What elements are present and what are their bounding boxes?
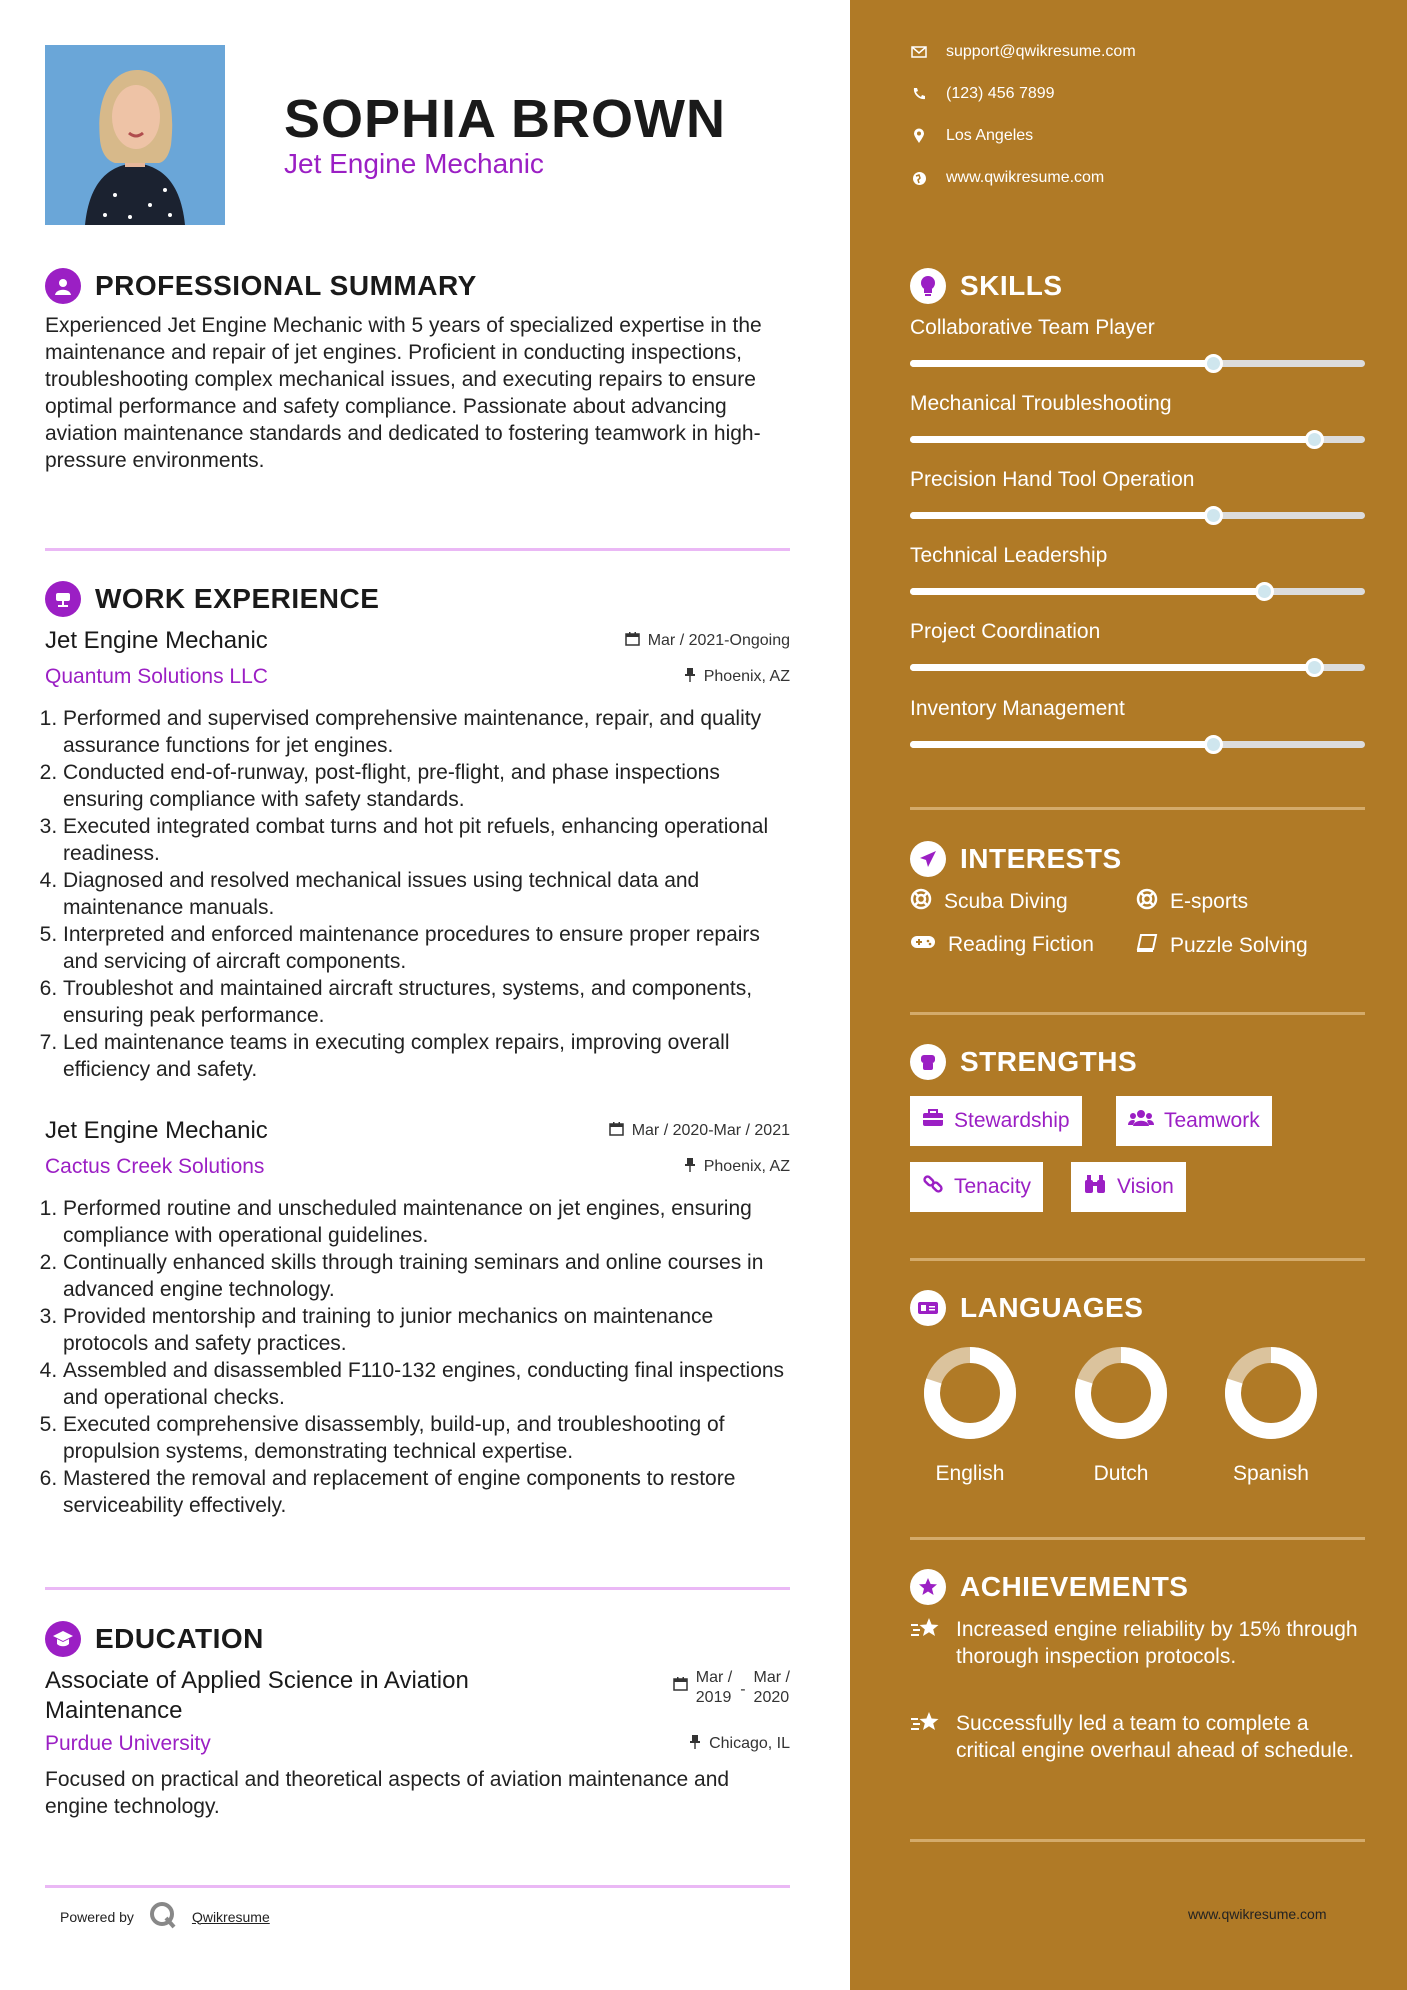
contact-phone bbox=[910, 85, 1055, 103]
globe-icon bbox=[910, 171, 928, 186]
education-location bbox=[689, 1734, 790, 1754]
interest-label: Puzzle Solving bbox=[1170, 934, 1308, 957]
duty-item: 2. Conducted end-of-runway, post-flight, pre-flight, and phase inspections ensuring compliance with safety standards. bbox=[63, 759, 790, 813]
duty-item: 4. Diagnosed and resolved mechanical issues using technical data and maintenance manuals. bbox=[63, 867, 790, 921]
sidebar-divider bbox=[910, 1012, 1365, 1015]
map-marker-icon bbox=[910, 128, 928, 144]
section-divider bbox=[45, 1587, 790, 1590]
job-company: Cactus Creek Solutions bbox=[45, 1155, 265, 1178]
languages-header bbox=[910, 1288, 1365, 1328]
envelope-icon bbox=[910, 46, 928, 58]
job-location bbox=[684, 1157, 790, 1177]
job-dates bbox=[609, 1121, 790, 1141]
link-icon bbox=[922, 1173, 944, 1201]
summary-text: Experienced Jet Engine Mechanic with 5 years of specialized expertise in the maintenance and repair of jet engines. Proficient in conducting inspections, troubleshooting complex mechanical issues, and executing repairs to ensure optimal performance and safety compliance. Passionate about advancing aviation maintenance standards and dedicated to fostering teamwork in high-pressure environments. bbox=[45, 314, 762, 472]
achievement-text: Increased engine reliability by 15% through thorough inspection protocols. bbox=[956, 1618, 1358, 1668]
skill-level-bar bbox=[910, 741, 1365, 748]
achievement-item bbox=[910, 1710, 1365, 1764]
contact-location bbox=[910, 127, 1033, 145]
education-location-text: Chicago, IL bbox=[709, 1735, 790, 1752]
skill-name: Inventory Management bbox=[910, 697, 1125, 720]
language-item bbox=[1211, 1343, 1331, 1486]
summary-heading: PROFESSIONAL SUMMARY bbox=[95, 270, 477, 301]
end-year: 2020 bbox=[753, 1689, 790, 1706]
strength-chip bbox=[1116, 1096, 1272, 1146]
skill-name: Technical Leadership bbox=[910, 544, 1108, 567]
duty-item: 7. Led maintenance teams in executing complex repairs, improving overall efficiency and safety. bbox=[63, 1029, 790, 1083]
language-level-ring bbox=[1221, 1343, 1321, 1443]
email-text: support@qwikresume.com bbox=[946, 43, 1136, 60]
book-icon bbox=[1136, 933, 1158, 959]
job-dates-text: Mar / 2021-Ongoing bbox=[647, 632, 790, 649]
duty-item: 6. Troubleshot and maintained aircraft structures, systems, and components, ensuring peak performance. bbox=[63, 975, 790, 1029]
skill-level-bar bbox=[910, 664, 1365, 671]
language-level-ring bbox=[1071, 1343, 1171, 1443]
calendar-icon bbox=[673, 1676, 688, 1697]
star-icon bbox=[910, 1616, 942, 1670]
skill-level-fill bbox=[910, 664, 1314, 671]
calendar-icon bbox=[625, 631, 640, 651]
achievements-section bbox=[910, 1567, 1365, 1607]
interests-header bbox=[910, 839, 1365, 879]
job-company: Quantum Solutions LLC bbox=[45, 665, 268, 688]
school-name: Purdue University bbox=[45, 1732, 211, 1755]
pin-icon bbox=[684, 667, 696, 687]
language-item bbox=[910, 1343, 1030, 1486]
job-entry bbox=[45, 627, 790, 1083]
skill-item bbox=[910, 468, 1365, 519]
pin-icon bbox=[684, 1157, 696, 1177]
skill-item bbox=[910, 544, 1365, 595]
skill-level-knob bbox=[1255, 582, 1274, 601]
skill-name: Collaborative Team Player bbox=[910, 316, 1155, 339]
skill-level-bar bbox=[910, 436, 1365, 443]
phone-text: (123) 456 7899 bbox=[946, 85, 1055, 102]
experience-section bbox=[45, 579, 790, 619]
lightbulb-icon bbox=[910, 268, 946, 304]
language-label: Spanish bbox=[1233, 1462, 1309, 1485]
degree bbox=[45, 1666, 469, 1726]
skill-item bbox=[910, 697, 1365, 748]
strength-label: Teamwork bbox=[1164, 1109, 1260, 1132]
duty-item: 5. Interpreted and enforced maintenance procedures to ensure proper repairs and servicing of aircraft components. bbox=[63, 921, 790, 975]
user-icon bbox=[45, 268, 81, 304]
footer-website[interactable]: www.qwikresume.com bbox=[1188, 1906, 1327, 1922]
strengths-header bbox=[910, 1042, 1365, 1082]
job-duties bbox=[45, 1195, 790, 1519]
pin-icon bbox=[689, 1734, 701, 1754]
skills-heading: SKILLS bbox=[960, 270, 1063, 301]
job-location-text: Phoenix, AZ bbox=[703, 1158, 790, 1175]
job-entry bbox=[45, 1117, 790, 1519]
duty-item: 3. Provided mentorship and training to junior mechanics on maintenance protocols and safety practices. bbox=[63, 1303, 790, 1357]
briefcase-icon bbox=[922, 1109, 944, 1133]
achievements-header bbox=[910, 1567, 1365, 1607]
duty-item: 2. Continually enhanced skills through training seminars and online courses in advanced engine technology. bbox=[63, 1249, 790, 1303]
job-duties bbox=[45, 705, 790, 1083]
strength-chip bbox=[910, 1096, 1082, 1146]
section-divider bbox=[45, 1885, 790, 1888]
languages-section bbox=[910, 1288, 1365, 1328]
star-icon bbox=[910, 1569, 946, 1605]
start-year: 2019 bbox=[695, 1689, 732, 1706]
candidate-name: SOPHIA BROWN bbox=[284, 89, 726, 149]
language-item bbox=[1061, 1343, 1181, 1486]
achievement-text: Successfully led a team to complete a critical engine overhaul ahead of schedule. bbox=[956, 1712, 1355, 1762]
strength-chip bbox=[910, 1162, 1043, 1212]
skill-item bbox=[910, 392, 1365, 443]
degree-line: Associate of Applied Science in Aviation bbox=[45, 1667, 469, 1694]
skill-item bbox=[910, 620, 1365, 671]
skill-level-fill bbox=[910, 360, 1213, 367]
date-dash: - bbox=[740, 1681, 746, 1698]
paper-plane-icon bbox=[910, 841, 946, 877]
degree-line: Maintenance bbox=[45, 1697, 183, 1724]
experience-heading: WORK EXPERIENCE bbox=[95, 583, 380, 614]
graduation-cap-icon bbox=[45, 1621, 81, 1657]
skill-level-fill bbox=[910, 588, 1264, 595]
job-dates bbox=[625, 631, 790, 651]
profile-photo bbox=[45, 45, 225, 225]
footer-branding bbox=[60, 1900, 270, 1933]
education-header bbox=[45, 1619, 790, 1659]
lifebuoy-icon bbox=[1136, 888, 1158, 916]
education-description: Focused on practical and theoretical aspects of aviation maintenance and engine technology. bbox=[45, 1768, 730, 1818]
strengths-heading: STRENGTHS bbox=[960, 1046, 1138, 1077]
strength-label: Vision bbox=[1117, 1175, 1174, 1198]
interest-item bbox=[910, 888, 1068, 916]
language-label: Dutch bbox=[1093, 1462, 1149, 1485]
job-location-text: Phoenix, AZ bbox=[703, 668, 790, 685]
job-role: Jet Engine Mechanic bbox=[45, 627, 268, 654]
achievement-item bbox=[910, 1616, 1365, 1670]
skill-level-fill bbox=[910, 436, 1314, 443]
skill-name: Mechanical Troubleshooting bbox=[910, 392, 1172, 415]
gamepad-icon bbox=[910, 933, 936, 957]
strength-label: Stewardship bbox=[954, 1109, 1070, 1132]
skill-name: Project Coordination bbox=[910, 620, 1101, 643]
fist-icon bbox=[910, 1044, 946, 1080]
qwikresume-logo-icon bbox=[148, 1900, 178, 1933]
skill-level-fill bbox=[910, 512, 1213, 519]
languages-heading: LANGUAGES bbox=[960, 1292, 1144, 1323]
skill-level-fill bbox=[910, 741, 1213, 748]
lifebuoy-icon bbox=[910, 888, 932, 916]
skill-item bbox=[910, 316, 1365, 367]
website-text[interactable]: www.qwikresume.com bbox=[946, 169, 1105, 186]
translate-icon bbox=[910, 1290, 946, 1326]
language-label: English bbox=[935, 1462, 1005, 1485]
sidebar-divider bbox=[910, 1537, 1365, 1540]
strengths-section bbox=[910, 1042, 1365, 1082]
interests-heading: INTERESTS bbox=[960, 843, 1122, 874]
skill-level-bar bbox=[910, 512, 1365, 519]
achievements-heading: ACHIEVEMENTS bbox=[960, 1571, 1189, 1602]
phone-icon bbox=[910, 87, 928, 101]
strength-label: Tenacity bbox=[954, 1175, 1032, 1198]
skills-header bbox=[910, 266, 1365, 306]
binoculars-icon bbox=[1083, 1174, 1107, 1200]
summary-section bbox=[45, 266, 790, 474]
education-heading: EDUCATION bbox=[95, 1623, 264, 1654]
duty-item: 4. Assembled and disassembled F110-132 engines, conducting final inspections and operational checks. bbox=[63, 1357, 790, 1411]
section-divider bbox=[45, 548, 790, 551]
language-level-ring bbox=[920, 1343, 1020, 1443]
summary-header bbox=[45, 266, 790, 306]
sidebar-divider bbox=[910, 1839, 1365, 1842]
education-end bbox=[754, 1668, 790, 1708]
education-section bbox=[45, 1619, 790, 1659]
duty-item: 5. Executed comprehensive disassembly, build-up, and troubleshooting of propulsion systems, demonstrating technical expertise. bbox=[63, 1411, 790, 1465]
calendar-icon bbox=[609, 1121, 624, 1141]
education-dates bbox=[673, 1668, 790, 1708]
brand-link[interactable]: Qwikresume bbox=[191, 1908, 270, 1925]
job-role: Jet Engine Mechanic bbox=[45, 1117, 268, 1144]
start-month: Mar / bbox=[695, 1669, 733, 1686]
skills-section bbox=[910, 266, 1365, 306]
star-icon bbox=[910, 1710, 942, 1764]
interest-item bbox=[1136, 888, 1248, 916]
duty-item: 6. Mastered the removal and replacement of engine components to restore serviceability effectively. bbox=[63, 1465, 790, 1519]
duty-item: 1. Performed and supervised comprehensive maintenance, repair, and quality assurance functions for jet engines. bbox=[63, 705, 790, 759]
interests-section bbox=[910, 839, 1365, 879]
job-dates-text: Mar / 2020-Mar / 2021 bbox=[631, 1122, 790, 1139]
strength-chip bbox=[1071, 1162, 1186, 1212]
location-text: Los Angeles bbox=[946, 127, 1034, 144]
skill-name: Precision Hand Tool Operation bbox=[910, 468, 1195, 491]
briefcase-icon bbox=[45, 581, 81, 617]
contact-email bbox=[910, 43, 1136, 61]
interest-item bbox=[1136, 933, 1308, 959]
end-month: Mar / bbox=[753, 1669, 790, 1686]
job-location bbox=[684, 667, 790, 687]
contact-website bbox=[910, 169, 1104, 187]
skill-level-bar bbox=[910, 360, 1365, 367]
sidebar-divider bbox=[910, 1258, 1365, 1261]
interest-label: E-sports bbox=[1170, 890, 1249, 913]
duty-item: 1. Performed routine and unscheduled maintenance on jet engines, ensuring compliance with operational guidelines. bbox=[63, 1195, 790, 1249]
experience-header bbox=[45, 579, 790, 619]
duty-item: 3. Executed integrated combat turns and hot pit refuels, enhancing operational readiness. bbox=[63, 813, 790, 867]
sidebar-divider bbox=[910, 807, 1365, 810]
skill-level-bar bbox=[910, 588, 1365, 595]
users-icon bbox=[1128, 1109, 1154, 1133]
education-start bbox=[696, 1668, 732, 1708]
candidate-title: Jet Engine Mechanic bbox=[284, 148, 544, 179]
interest-label: Scuba Diving bbox=[944, 890, 1068, 913]
interest-label: Reading Fiction bbox=[948, 933, 1094, 956]
interest-item bbox=[910, 933, 1094, 957]
powered-by-text: Powered by bbox=[60, 1908, 134, 1925]
education-entry bbox=[45, 1666, 790, 1820]
